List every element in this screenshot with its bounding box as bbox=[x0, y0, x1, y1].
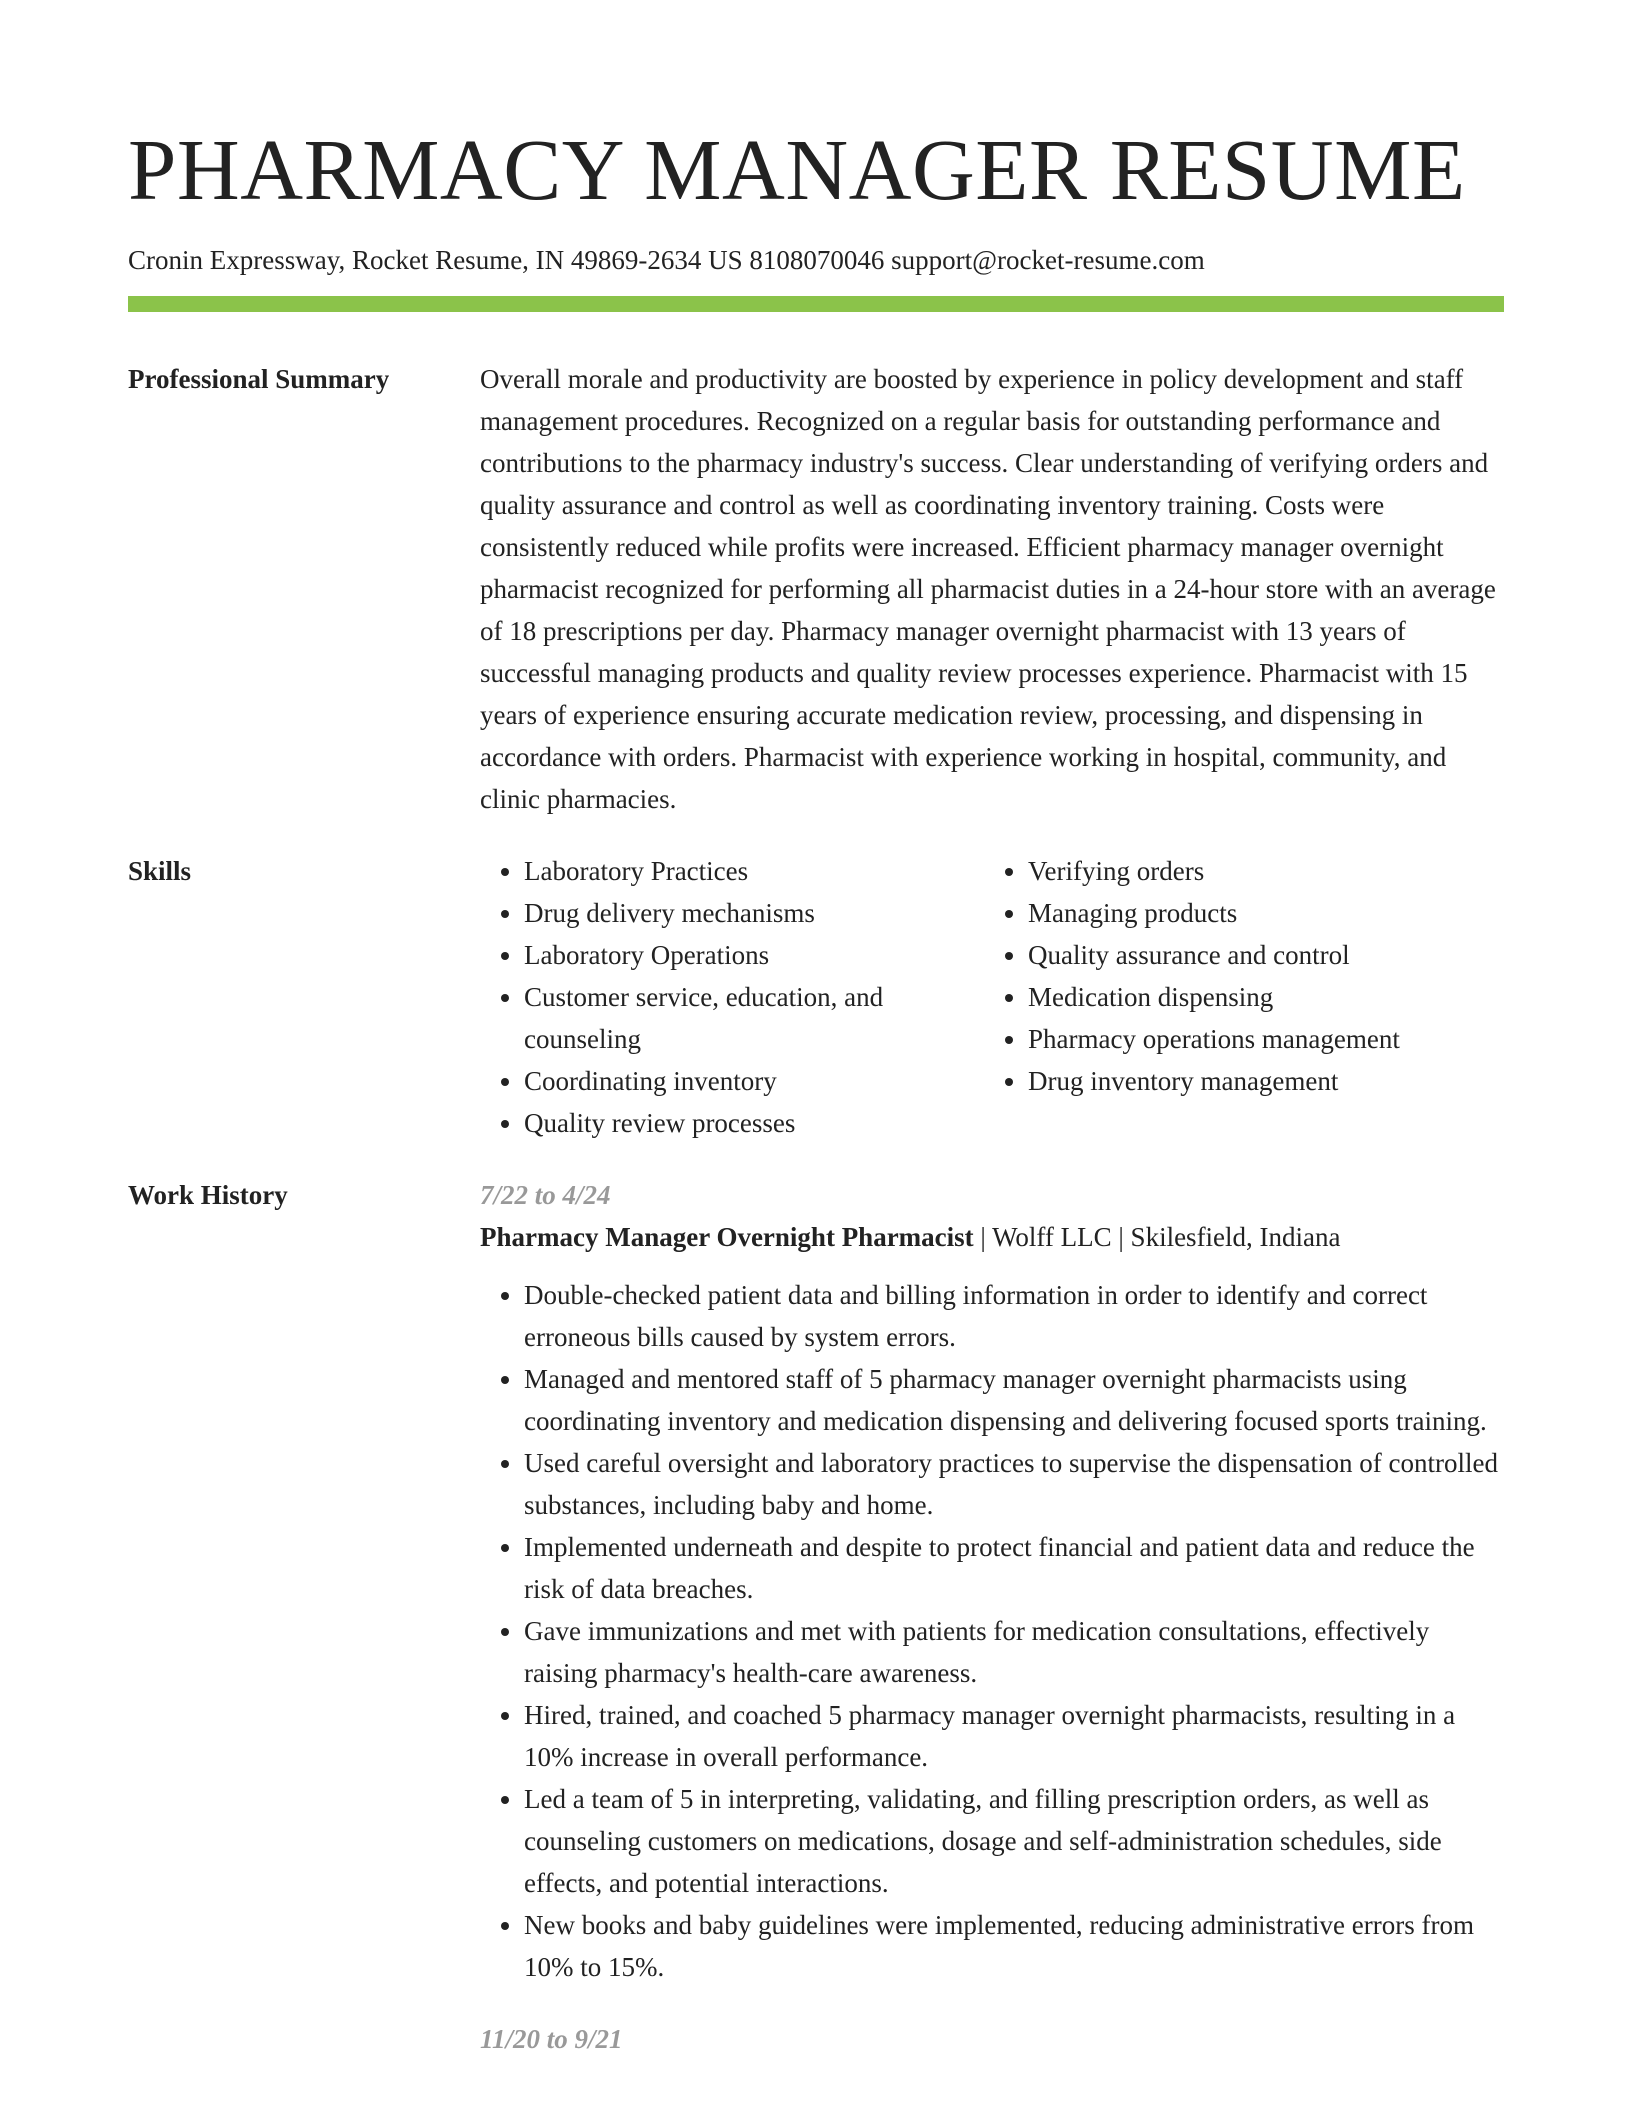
skill-item: • Pharmacy operations management bbox=[1028, 1018, 1488, 1060]
section-body bbox=[480, 1174, 1504, 2090]
job-bullet: • Gave immunizations and met with patients for medication consultations, effectively raising pharmacy's health-care awareness. bbox=[524, 1610, 1504, 1694]
skill-item: • Drug inventory management bbox=[1028, 1060, 1488, 1102]
resume-page bbox=[128, 0, 1504, 2090]
job-title: Pharmacy Manager Overnight Pharmacist bbox=[480, 1222, 974, 1252]
job-entry bbox=[480, 1174, 1504, 1988]
contact-line: Cronin Expressway, Rocket Resume, IN 49869-2634 US 8108070046 support@rocket-resume.com bbox=[128, 245, 1205, 275]
skill-item: • Quality assurance and control bbox=[1028, 934, 1488, 976]
skills-list-left bbox=[480, 850, 984, 1144]
skill-item: • Customer service, education, and counseling bbox=[524, 976, 984, 1060]
skill-item: • Managing products bbox=[1028, 892, 1488, 934]
job-bullets bbox=[480, 1274, 1504, 1988]
job-company-location: | Wolff LLC | Skilesfield, Indiana bbox=[973, 1222, 1341, 1252]
skills-list-right bbox=[984, 850, 1488, 1144]
job-bullet: • Managed and mentored staff of 5 pharmacy manager overnight pharmacists using coordinating inventory and medication dispensing and delivering focused sports training. bbox=[524, 1358, 1504, 1442]
section-body bbox=[480, 358, 1504, 820]
job-bullet: • Used careful oversight and laboratory practices to supervise the dispensation of controlled substances, including baby and home. bbox=[524, 1442, 1504, 1526]
job-entry bbox=[480, 2018, 1504, 2060]
section-label: Skills bbox=[128, 856, 192, 886]
skill-item: • Coordinating inventory bbox=[524, 1060, 984, 1102]
skill-item: • Laboratory Operations bbox=[524, 934, 984, 976]
resume-title: PHARMACY MANAGER RESUME bbox=[128, 121, 1466, 218]
professional-summary-section bbox=[128, 358, 1504, 820]
job-bullet: • Hired, trained, and coached 5 pharmacy manager overnight pharmacists, resulting in a 10% increase in overall performance. bbox=[524, 1694, 1504, 1778]
skill-item: • Drug delivery mechanisms bbox=[524, 892, 984, 934]
job-bullet: • New books and baby guidelines were implemented, reducing administrative errors from 10% to 15%. bbox=[524, 1904, 1504, 1988]
job-bullet: • Double-checked patient data and billing information in order to identify and correct erroneous bills caused by system errors. bbox=[524, 1274, 1504, 1358]
section-body bbox=[480, 850, 1504, 1144]
summary-text: Overall morale and productivity are boosted by experience in policy development and staff management procedures. Recognized on a regular basis for outstanding performance and contributions to the pharmacy industry's success. Clear understanding of verifying orders and quality assurance and control as well as coordinating inventory training. Costs were consistently reduced while profits were increased. Efficient pharmacy manager overnight pharmacist recognized for performing all pharmacist duties in a 24-hour store with an average of 18 prescriptions per day. Pharmacy manager overnight pharmacist with 13 years of successful managing products and quality review processes experience. Pharmacist with 15 years of experience ensuring accurate medication review, processing, and dispensing in accordance with orders. Pharmacist with experience working in hospital, community, and clinic pharmacies. bbox=[480, 364, 1496, 814]
section-label: Work History bbox=[128, 1180, 288, 1210]
skills-section bbox=[128, 850, 1504, 1144]
skill-item: • Verifying orders bbox=[1028, 850, 1488, 892]
section-label: Professional Summary bbox=[128, 364, 390, 394]
job-dates: 11/20 to 9/21 bbox=[480, 2024, 623, 2054]
skill-item: • Laboratory Practices bbox=[524, 850, 984, 892]
job-dates: 7/22 to 4/24 bbox=[480, 1180, 611, 1210]
skills-columns bbox=[480, 850, 1504, 1144]
skill-item: • Quality review processes bbox=[524, 1102, 984, 1144]
job-bullet: • Led a team of 5 in interpreting, validating, and filling prescription orders, as well as counseling customers on medications, dosage and self-administration schedules, side effects, and potential interactions. bbox=[524, 1778, 1504, 1904]
skill-item: • Medication dispensing bbox=[1028, 976, 1488, 1018]
work-history-section bbox=[128, 1174, 1504, 2090]
accent-divider bbox=[128, 296, 1504, 312]
job-bullet: • Implemented underneath and despite to protect financial and patient data and reduce the risk of data breaches. bbox=[524, 1526, 1504, 1610]
job-title-line bbox=[480, 1216, 1504, 1258]
